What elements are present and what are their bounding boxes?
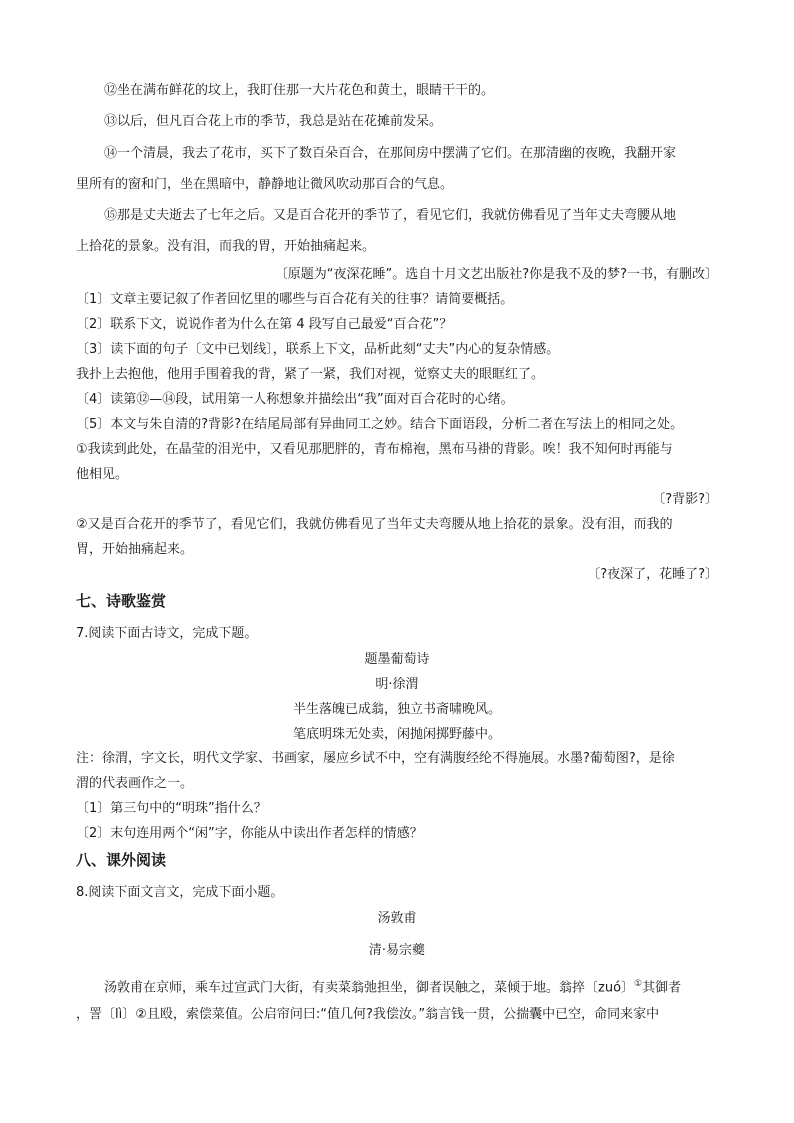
question-6-3-quote: 我扑上去抱他，他用手围着我的背，紧了一紧，我们对视，觉察丈夫的眼眶红了。 — [76, 367, 545, 382]
poem-line-2: 笔底明珠无处卖，闲抛闲掷野藤中。 — [292, 727, 501, 742]
quote-2-source: 〔?夜深了，花睡了?〕 — [587, 567, 718, 582]
footnote-marker-1: ① — [634, 979, 643, 989]
poem-line-1: 半生落魄已成翁，独立书斋啸晚风。 — [292, 702, 501, 717]
question-6-4: 〔4〕读第⑫—⑭段，试用第一人称想象并描绘出“我”面对百合花时的心绪。 — [76, 392, 514, 407]
paragraph-12: ⑫坐在满布鲜花的坟上，我盯住那一大片花色和黄土，眼睛干干的。 — [104, 83, 495, 98]
paragraph-14-line-2: 里所有的窗和门，坐在黑暗中，静静地让微风吹动那百合的气息。 — [76, 177, 454, 192]
question-6-1: 〔1〕文章主要记叙了作者回忆里的哪些与百合花有关的往事？请简要概括。 — [76, 292, 514, 307]
paragraph-13: ⑬以后，但凡百合花上市的季节，我总是站在花摊前发呆。 — [104, 114, 443, 129]
classical-text-line-2: ，詈〔lì〕②且殴，索偿菜值。公启帘问曰:“值几何?我偿汝。”翁言钱一贯，公揣囊中已空，命同来家中 — [76, 1007, 660, 1022]
classical-text-line-1-end: 其御者 — [642, 980, 682, 996]
question-7-1: 〔1〕第三句中的“明珠”指什么？ — [76, 801, 267, 816]
quote-1-line-1: ①我读到此处，在晶莹的泪光中，又看见那肥胖的，青布棉袍，黑布马褂的背影。唉！我不知何时再能与 — [76, 442, 673, 457]
question-7-2: 〔2〕末句连用两个“闲”字，你能从中读出作者怎样的情感？ — [76, 826, 423, 841]
poem-author: 明·徐渭 — [375, 677, 419, 692]
classical-text-line-1 — [104, 975, 681, 997]
question-6-2: 〔2〕联系下文，说说作者为什么在第 4 段写自己最爱“百合花”？ — [76, 317, 453, 332]
poem-note-line-2: 渭的代表画作之一。 — [76, 776, 194, 791]
quote-2-line-2: 胃，开始抽痛起来。 — [76, 542, 194, 557]
classical-text-author: 清·易宗夔 — [368, 943, 426, 958]
question-6-3: 〔3〕读下面的句子〔文中已划线〕，联系上下文，品析此刻“丈夫”内心的复杂情感。 — [76, 342, 560, 357]
poem-title: 题墨葡萄诗 — [364, 652, 430, 667]
section-7-intro: 7.阅读下面古诗文，完成下题。 — [76, 626, 258, 641]
paragraph-15-line-2: 上拾花的景象。没有泪，而我的胃，开始抽痛起来。 — [76, 239, 376, 254]
source-note: 〔原题为“夜深花睡”。选自十月文艺出版社?你是我不及的梦?一书，有删改〕 — [274, 267, 718, 282]
classical-text-line-1-main: 汤敦甫在京师，乘车过宣武门大街，有卖菜翁弛担坐，御者误触之，菜倾于地。翁捽〔zuó〕 — [104, 980, 635, 996]
section-7-heading: 七、诗歌鉴赏 — [76, 592, 167, 610]
poem-note-line-1: 注：徐渭，字文长，明代文学家、书画家，屡应乡试不中，空有满腹经纶不得施展。水墨?葡萄图?，是徐 — [76, 751, 675, 766]
quote-2-line-1: ②又是百合花开的季节了，看见它们，我就仿佛看见了当年丈夫弯腰从地上拾花的景象。没有泪，而我的 — [76, 517, 673, 532]
paragraph-15-line-1: ⑮那是丈夫逝去了七年之后。又是百合花开的季节了，看见它们，我就仿佛看见了当年丈夫弯腰从地 — [104, 208, 677, 223]
paragraph-14-line-1: ⑭一个清晨，我去了花市，买下了数百朵百合，在那间房中摆满了它们。在那清幽的夜晚，我翻开家 — [104, 146, 677, 161]
section-8-intro: 8.阅读下面文言文，完成下面小题。 — [76, 885, 284, 900]
quote-1-line-2: 他相见。 — [76, 467, 129, 482]
section-8-heading: 八、课外阅读 — [76, 851, 167, 869]
question-6-5: 〔5〕本文与朱自清的?背影?在结尾局部有异曲同工之妙。结合下面语段，分析二者在写法上的相同之处。 — [76, 417, 684, 432]
classical-text-title: 汤敦甫 — [377, 911, 417, 926]
quote-1-source: 〔?背影?〕 — [652, 492, 718, 507]
